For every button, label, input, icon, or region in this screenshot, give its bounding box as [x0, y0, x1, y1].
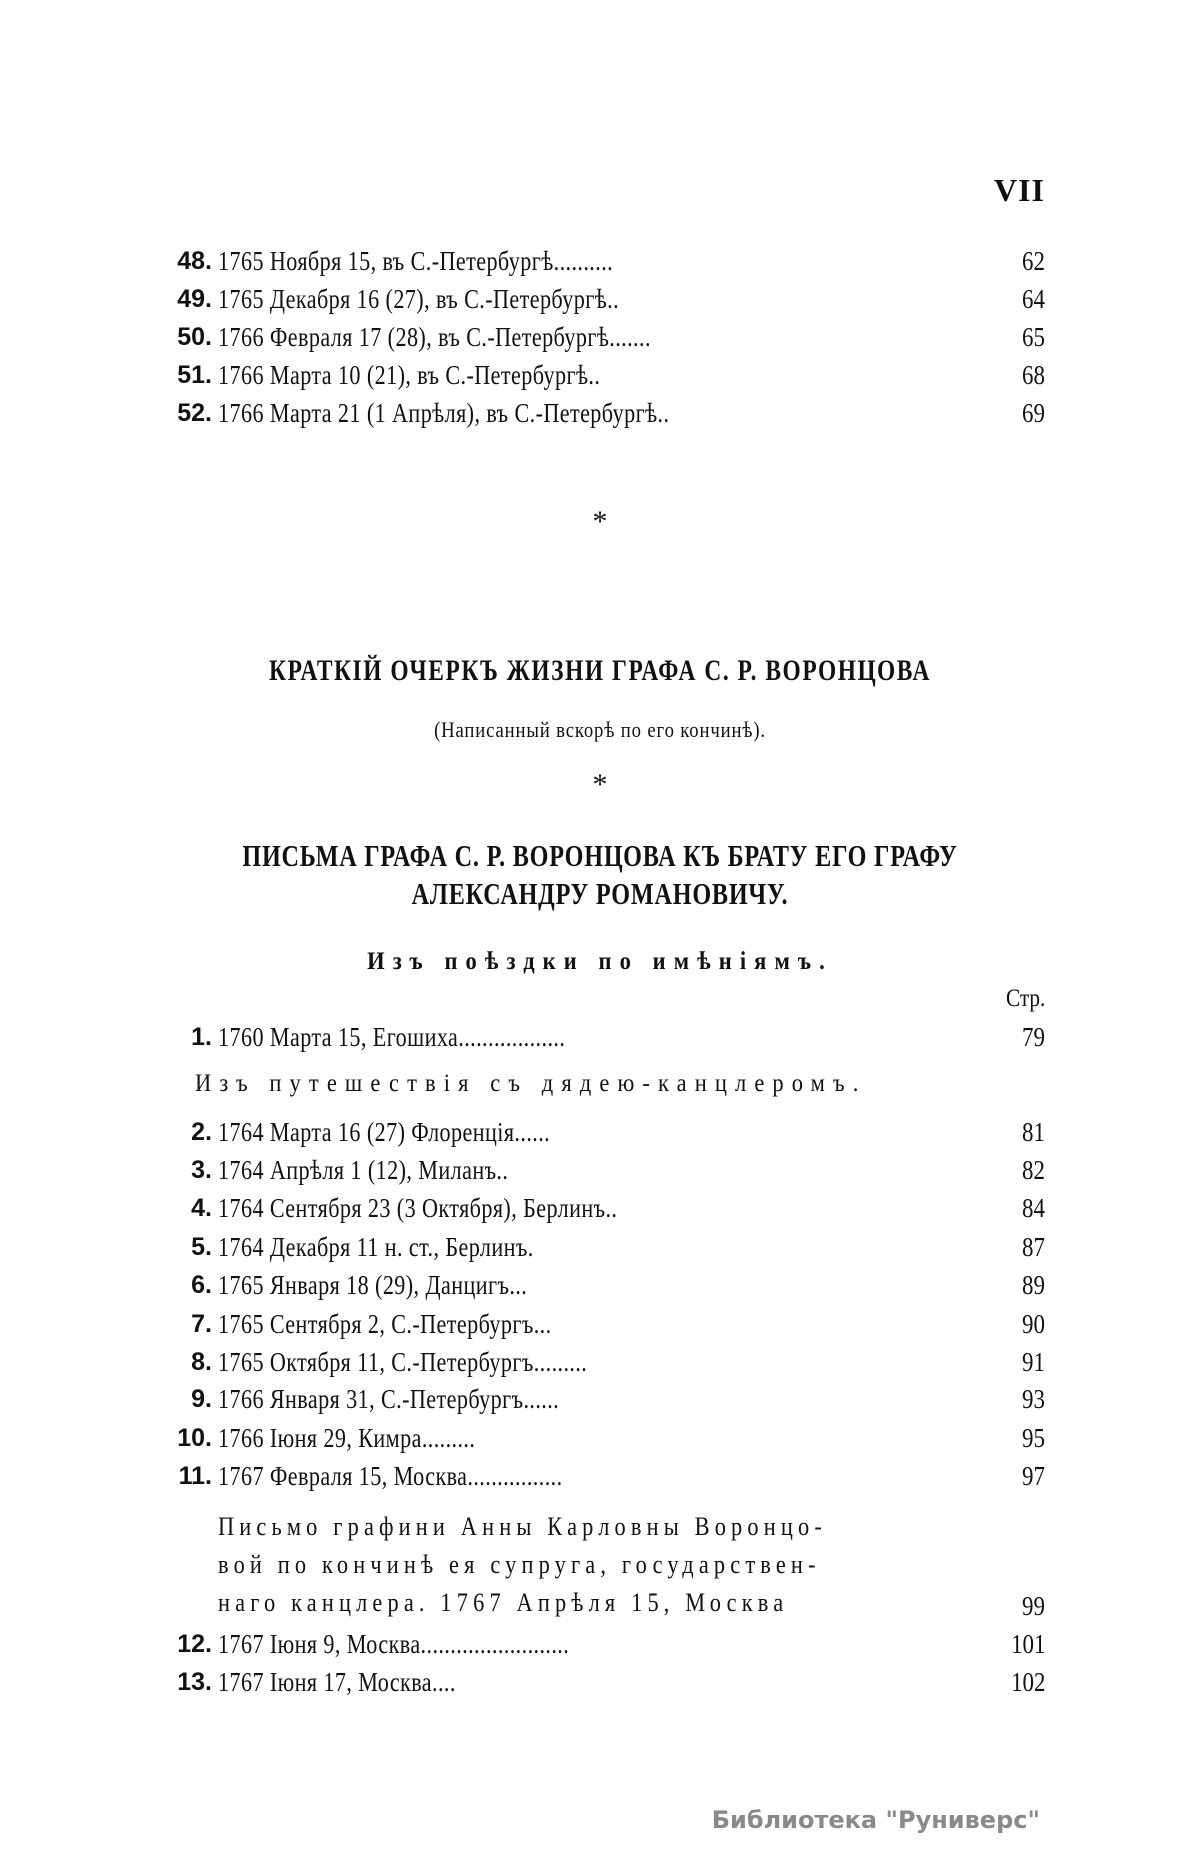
- entry-text: 1764 Марта 16 (27) Флоренція......: [218, 1117, 551, 1147]
- entry-number: 48.: [177, 247, 212, 275]
- page-column-label: Стр.: [1005, 985, 1045, 1012]
- letters-title-line2: АЛЕКСАНДРУ РОМАНОВИЧУ.: [411, 876, 789, 911]
- entry-text: 1766 Марта 21 (1 Апрѣля), въ С.-Петербургѣ..: [218, 398, 670, 428]
- entry-text: 1765 Октября 11, С.-Петербургъ.........: [218, 1347, 588, 1377]
- widow-letter-page-row: [150, 1588, 1045, 1624]
- entry-text: 1764 Декабря 11 н. ст., Берлинъ.: [218, 1232, 534, 1262]
- entry-text: 1765 Ноября 15, въ С.-Петербургѣ..........: [218, 246, 614, 276]
- entry-number: 51.: [177, 361, 212, 389]
- library-watermark: Библиотека "Руниверс": [711, 1806, 1040, 1834]
- entry-number: 10.: [177, 1424, 212, 1452]
- page-folio: VII: [993, 172, 1045, 208]
- entry-page: 62: [1022, 246, 1045, 276]
- entry-number: 6.: [191, 1271, 212, 1299]
- toc-entry: [150, 395, 1045, 431]
- entry-text: 1765 Декабря 16 (27), въ С.-Петербургѣ..: [218, 284, 620, 314]
- entry-number: 4.: [191, 1194, 212, 1222]
- entry-page: 79: [1022, 1022, 1045, 1052]
- entry-number: 7.: [191, 1310, 212, 1338]
- entry-number: 52.: [177, 399, 212, 427]
- entry-text: 1766 Февраля 17 (28), въ С.-Петербургѣ.......: [218, 322, 651, 352]
- entry-number: 5.: [191, 1233, 212, 1261]
- entry-page: 68: [1022, 360, 1045, 390]
- entry-text: 1766 Марта 10 (21), въ С.-Петербургѣ..: [218, 360, 601, 390]
- toc-entry: [150, 1381, 1045, 1417]
- sketch-subtitle: (Написанный вскорѣ по его кончинѣ).: [434, 717, 766, 742]
- entry-page: 82: [1022, 1155, 1045, 1185]
- section-heading-estates: Изъ поѣздки по имѣніямъ.: [367, 948, 833, 975]
- toc-entry: [150, 1019, 1045, 1055]
- entry-number: 12.: [177, 1630, 212, 1658]
- entry-text: 1764 Сентября 23 (3 Октября), Берлинъ..: [218, 1193, 618, 1223]
- entry-text: 1765 Сентября 2, С.-Петербургъ...: [218, 1309, 552, 1339]
- entry-text: 1767 Февраля 15, Москва................: [218, 1461, 563, 1491]
- toc-entry: [150, 1229, 1045, 1265]
- toc-entry: [150, 243, 1045, 279]
- toc-entry: [150, 1114, 1045, 1150]
- entry-number: 2.: [191, 1118, 212, 1146]
- entry-number: 3.: [191, 1156, 212, 1184]
- entry-text: 1760 Марта 15, Егошиха..................: [218, 1022, 566, 1052]
- toc-entry: [150, 1344, 1045, 1380]
- entry-text: 1765 Января 18 (29), Данцигъ...: [218, 1270, 528, 1300]
- section-separator: *: [592, 768, 608, 801]
- entry-page: 84: [1022, 1193, 1045, 1223]
- entry-text: 1767 Іюня 9, Москва.........................: [218, 1629, 570, 1659]
- toc-entry: [150, 1420, 1045, 1456]
- toc-entry: [150, 357, 1045, 393]
- entry-page: 97: [1022, 1461, 1045, 1491]
- entry-number: 11.: [178, 1462, 212, 1490]
- entry-number: 8.: [191, 1348, 212, 1376]
- letters-title-line1: ПИСЬМА ГРАФА С. Р. ВОРОНЦОВА КЪ БРАТУ ЕГО ГРАФУ: [242, 838, 958, 873]
- entry-number: 49.: [177, 285, 212, 313]
- entry-number: 13.: [177, 1668, 212, 1696]
- toc-entry: [150, 1267, 1045, 1303]
- entry-page: 87: [1022, 1232, 1045, 1262]
- entry-page: 69: [1022, 398, 1045, 428]
- entry-page: 102: [1010, 1667, 1045, 1697]
- section-separator: *: [592, 505, 608, 538]
- entry-page: 91: [1022, 1347, 1045, 1377]
- entry-text: 1764 Апрѣля 1 (12), Миланъ..: [218, 1155, 509, 1185]
- entry-number: 50.: [177, 323, 212, 351]
- widow-letter-line3: наго канцлера. 1767 Апрѣля 15, Москва: [218, 1588, 789, 1617]
- entry-text: 1767 Іюня 17, Москва....: [218, 1667, 456, 1697]
- sketch-title: КРАТКІЙ ОЧЕРКЪ ЖИЗНИ ГРАФА С. Р. ВОРОНЦОВА: [269, 654, 931, 687]
- section-heading-journey: Изъ путешествія съ дядею-канцлеромъ.: [195, 1070, 867, 1097]
- toc-entry: [150, 1306, 1045, 1342]
- toc-entry: [150, 1626, 1045, 1662]
- toc-entry: [150, 1190, 1045, 1226]
- widow-letter-line2: вой по кончинѣ ея супруга, государствен-: [218, 1550, 821, 1579]
- entry-page: 93: [1022, 1384, 1045, 1414]
- entry-text: 1766 Іюня 29, Кимра.........: [218, 1423, 476, 1453]
- entry-number: 1.: [191, 1023, 212, 1051]
- entry-page: 89: [1022, 1270, 1045, 1300]
- toc-entry: [150, 281, 1045, 317]
- widow-letter-line1: Письмо графини Анны Карловны Воронцо-: [218, 1512, 827, 1541]
- toc-entry: [150, 1458, 1045, 1494]
- entry-text: 1766 Января 31, С.-Петербургъ......: [218, 1384, 560, 1414]
- entry-page: 64: [1022, 284, 1045, 314]
- entry-page: 65: [1022, 322, 1045, 352]
- toc-entry: [150, 1664, 1045, 1700]
- entry-page: 90: [1022, 1309, 1045, 1339]
- entry-page: 95: [1022, 1423, 1045, 1453]
- entry-page: 99: [1022, 1591, 1045, 1621]
- toc-entry: [150, 1152, 1045, 1188]
- entry-page: 81: [1022, 1117, 1045, 1147]
- entry-page: 101: [1010, 1629, 1045, 1659]
- entry-number: 9.: [191, 1385, 212, 1413]
- toc-entry: [150, 319, 1045, 355]
